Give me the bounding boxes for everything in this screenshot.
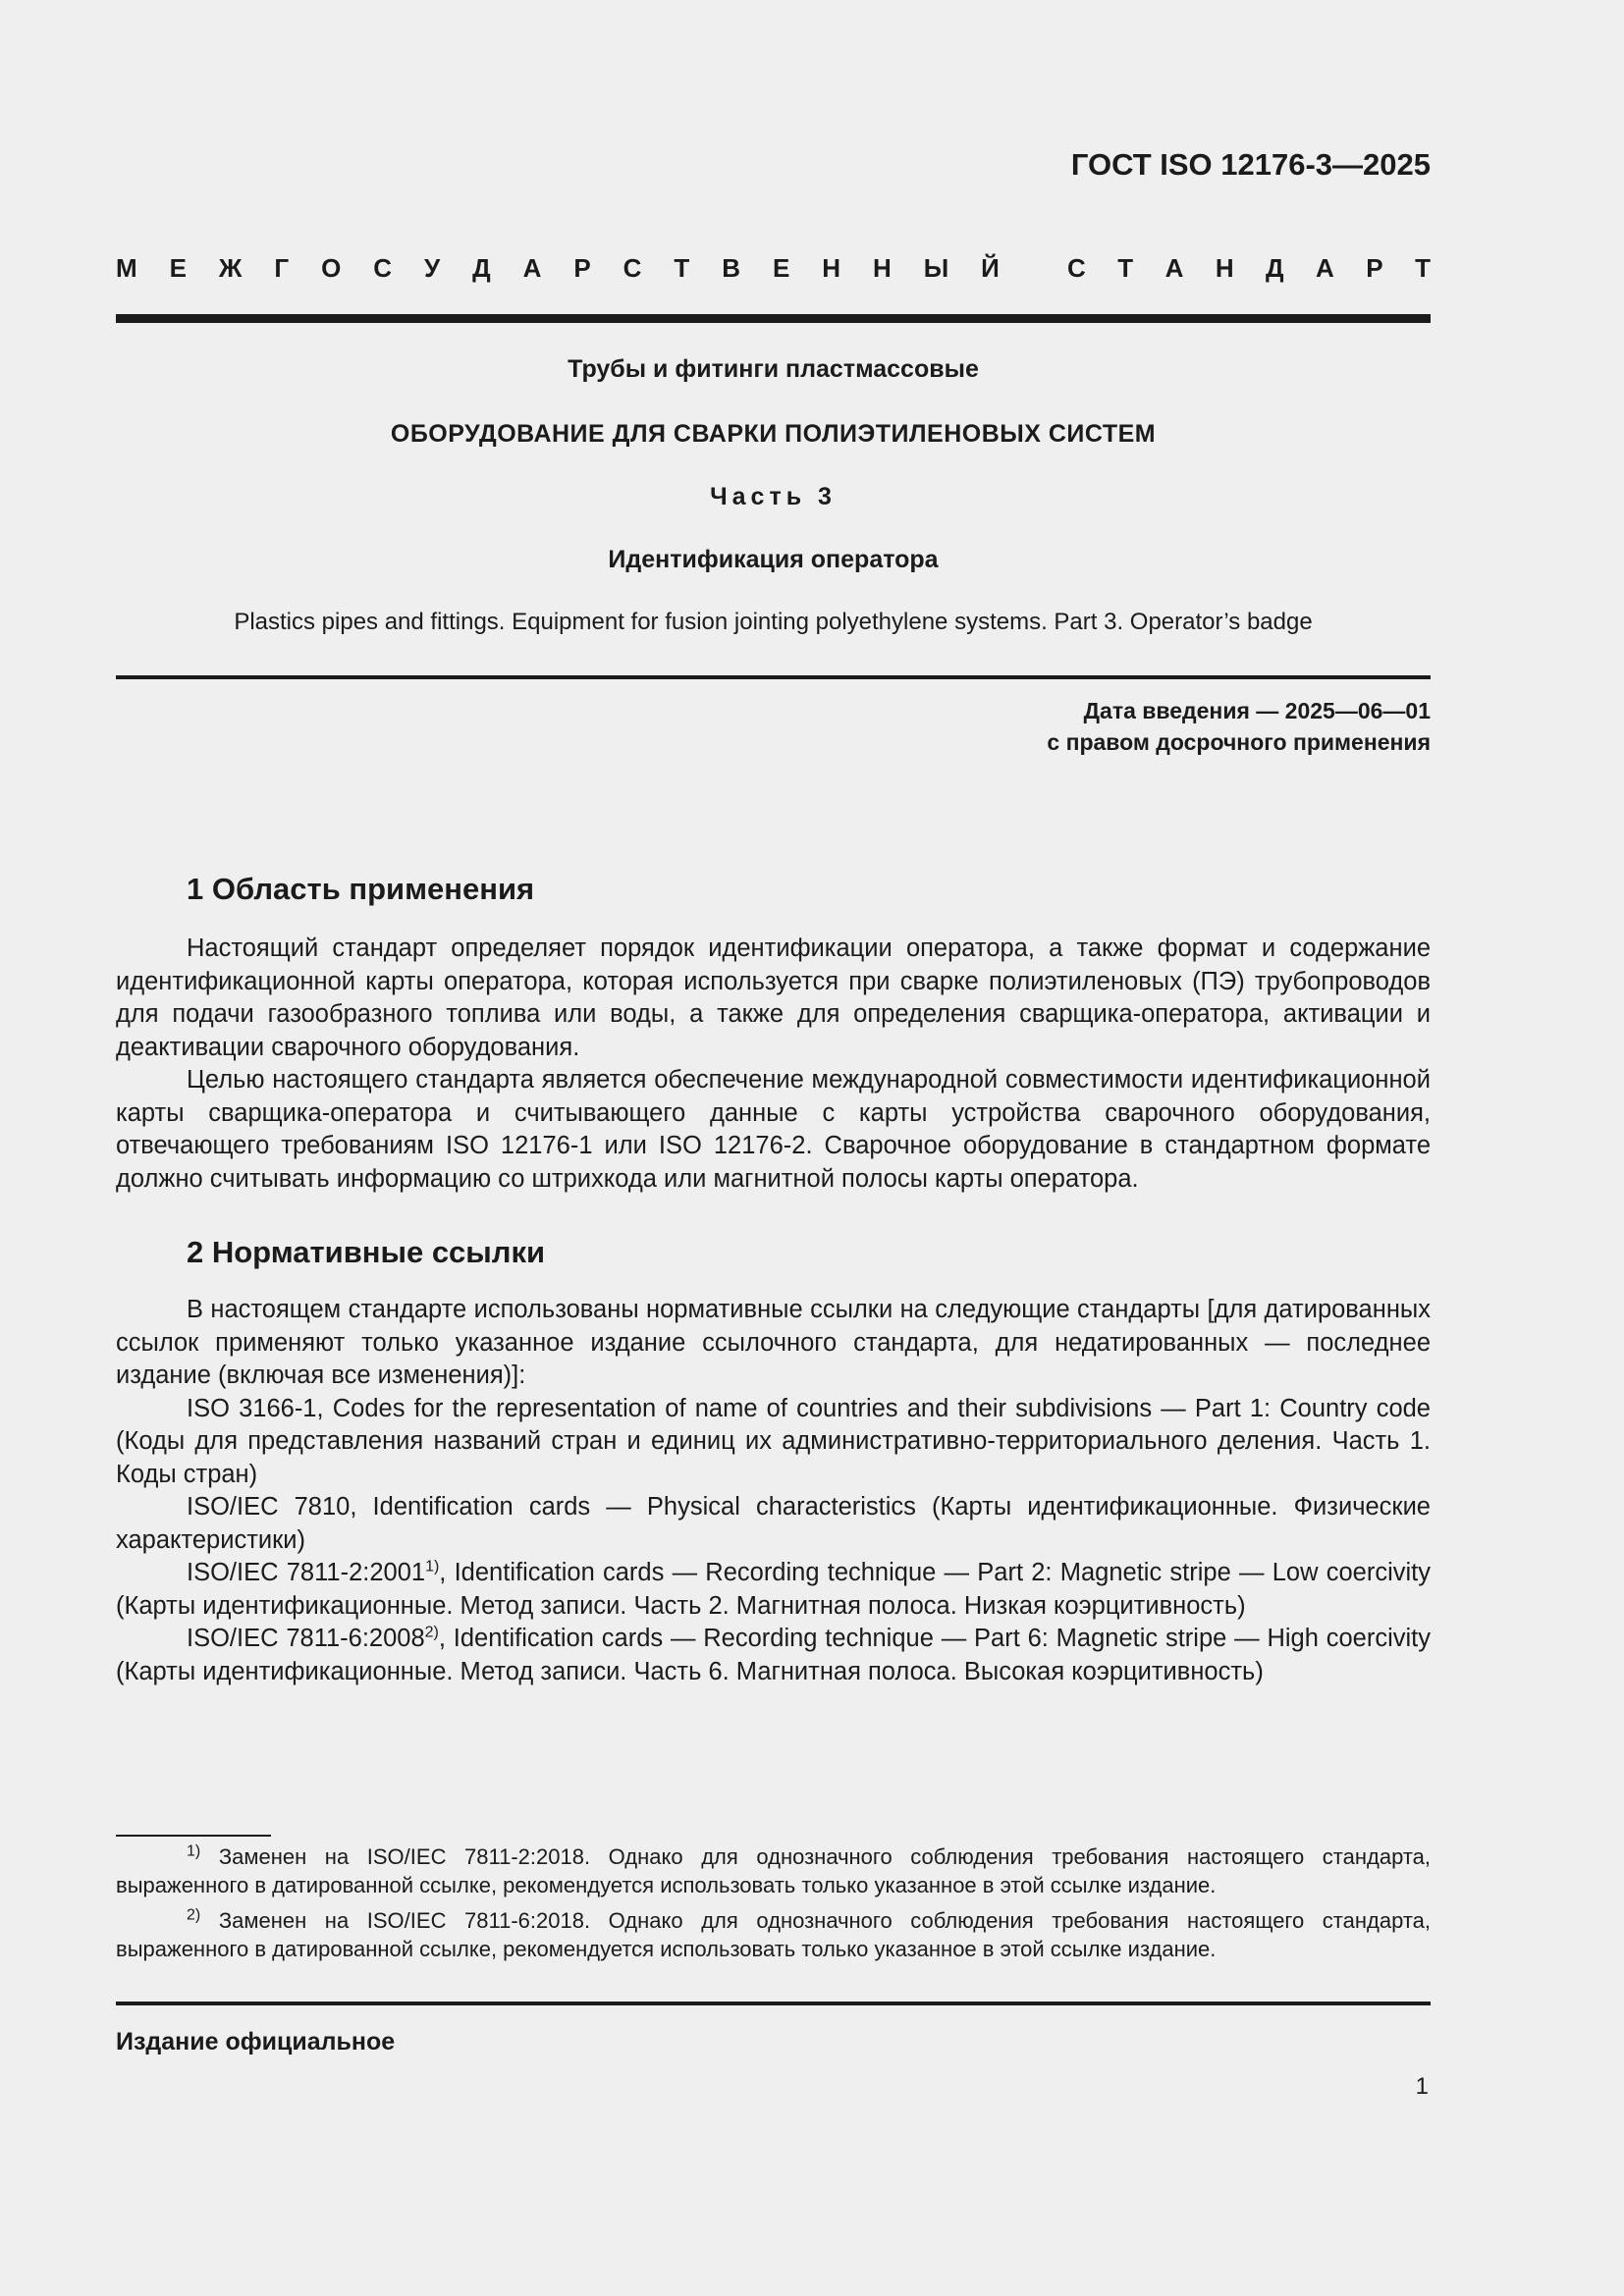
letter: Й	[981, 253, 1000, 283]
reference-text: , Identification cards — Recording technique — Part 6: Magnetic stripe — High coercivity (Карты идентификационные. Метод записи. Часть 6. Магнитная полоса. Высокая коэрцитивность)	[116, 1625, 1431, 1685]
introduction-date: Дата введения — 2025—06—01	[1083, 698, 1431, 723]
title-english: Plastics pipes and fittings. Equipment for fusion jointing polyethylene systems. Part 3. Operator’s badge	[234, 609, 1313, 635]
footnote-ref[interactable]: 1)	[425, 1558, 440, 1575]
letter: Д	[1266, 253, 1284, 283]
page-number: 1	[1415, 2073, 1429, 2100]
section-1-heading: 1 Область применения	[187, 872, 535, 906]
section-1-body	[116, 933, 1431, 1196]
reference-item	[116, 1623, 1431, 1688]
letter: Н	[822, 253, 841, 283]
letter: О	[321, 253, 342, 283]
reference-item	[116, 1557, 1431, 1623]
footnote	[116, 1842, 1431, 1899]
reference-code: ISO/IEC 7811-2:2001	[187, 1559, 426, 1586]
title-divider	[116, 675, 1431, 679]
letter: С	[623, 253, 642, 283]
early-application-note: с правом досрочного применения	[1047, 729, 1431, 755]
reference-item: ISO/IEC 7810, Identification cards — Physical characteristics (Карты идентификационные. Физические характеристики)	[116, 1493, 1431, 1554]
footnote-text: Заменен на ISO/IEC 7811-6:2018. Однако для однозначного соблюдения требования настоящего стандарта, выраженного в датированной ссылке, рекомендуется использовать только указанное в этой ссылке издание.	[116, 1908, 1431, 1961]
footnote-mark: 2)	[187, 1906, 201, 1924]
footnote-mark: 1)	[187, 1842, 201, 1860]
footnote-divider	[116, 1835, 271, 1837]
letter: Р	[573, 253, 591, 283]
letter: С	[1067, 253, 1086, 283]
letter: А	[1164, 253, 1184, 283]
letter: Р	[1366, 253, 1383, 283]
letter: Е	[772, 253, 790, 283]
footer-divider	[116, 2002, 1431, 2005]
letter: А	[522, 253, 542, 283]
footnotes	[116, 1842, 1431, 1970]
letter: Ы	[923, 253, 949, 283]
reference-text: , Identification cards — Recording technique — Part 2: Magnetic stripe — Low coercivity (Карты идентификационные. Метод записи. Часть 2. Магнитная полоса. Низкая коэрцитивность)	[116, 1559, 1431, 1620]
letter: А	[1316, 253, 1334, 283]
letter: Н	[1215, 253, 1234, 283]
header-divider	[116, 314, 1431, 323]
section-2-body	[116, 1294, 1431, 1688]
paragraph: Настоящий стандарт определяет порядок идентификации оператора, а также формат и содержание идентификационной карты оператора, которая используется при сварке полиэтиленовых (ПЭ) трубопроводов для подачи газообразного топлива или воды, а также для определения сварщика-оператора, активации и деактивации сварочного оборудования.	[116, 934, 1431, 1061]
introduction-date-block	[1047, 695, 1431, 758]
footnote-text: Заменен на ISO/IEC 7811-2:2018. Однако для однозначного соблюдения требования настоящего стандарта, выраженного в датированной ссылке, рекомендуется использовать только указанное в этой ссылке издание.	[116, 1844, 1431, 1897]
letter: Г	[274, 253, 290, 283]
section-2-heading: 2 Нормативные ссылки	[187, 1235, 546, 1269]
letter: С	[373, 253, 393, 283]
paragraph: В настоящем стандарте использованы нормативные ссылки на следующие стандарты [для датированных ссылок применяют только указанное издание ссылочного стандарта, для недатированных — последнее издание (включая все изменения)]:	[116, 1296, 1431, 1389]
letter: Е	[169, 253, 187, 283]
letter: Т	[1415, 253, 1431, 283]
standard-word	[1067, 253, 1431, 284]
letter: М	[116, 253, 137, 283]
title-part: Часть 3	[710, 483, 837, 510]
letter: Д	[472, 253, 491, 283]
title-subject: Идентификация оператора	[608, 546, 939, 573]
reference-item: ISO 3166-1, Codes for the representation of name of countries and their subdivisions — Part 1: Country code (Коды для представления названий стран и единиц их административно-территориального деления. Часть 1. Коды стран)	[116, 1394, 1431, 1488]
letter: Т	[1117, 253, 1134, 283]
interstate-standard-banner	[116, 253, 1431, 284]
title-line-1: Трубы и фитинги пластмассовые	[568, 355, 979, 383]
paragraph: Целью настоящего стандарта является обеспечение международной совместимости идентификационной карты сварщика-оператора и считывающего данные с карты устройства сварочного оборудования, отвечающего требованиям ISO 12176-1 или ISO 12176-2. Сварочное оборудование в стандартном формате должно считывать информацию со штрихкода или магнитной полосы карты оператора.	[116, 1066, 1431, 1193]
official-edition-label: Издание официальное	[116, 2028, 396, 2056]
footnote	[116, 1906, 1431, 1963]
letter: В	[722, 253, 741, 283]
title-main: ОБОРУДОВАНИЕ ДЛЯ СВАРКИ ПОЛИЭТИЛЕНОВЫХ СИСТЕМ	[390, 420, 1157, 448]
letter: Т	[674, 253, 690, 283]
footnote-ref[interactable]: 2)	[424, 1624, 439, 1641]
reference-code: ISO/IEC 7811-6:2008	[187, 1625, 425, 1652]
letter: У	[424, 253, 441, 283]
interstate-word	[116, 253, 1000, 284]
letter: Ж	[218, 253, 243, 283]
letter: Н	[873, 253, 892, 283]
document-number: ГОСТ ISO 12176-3—2025	[1070, 147, 1431, 182]
